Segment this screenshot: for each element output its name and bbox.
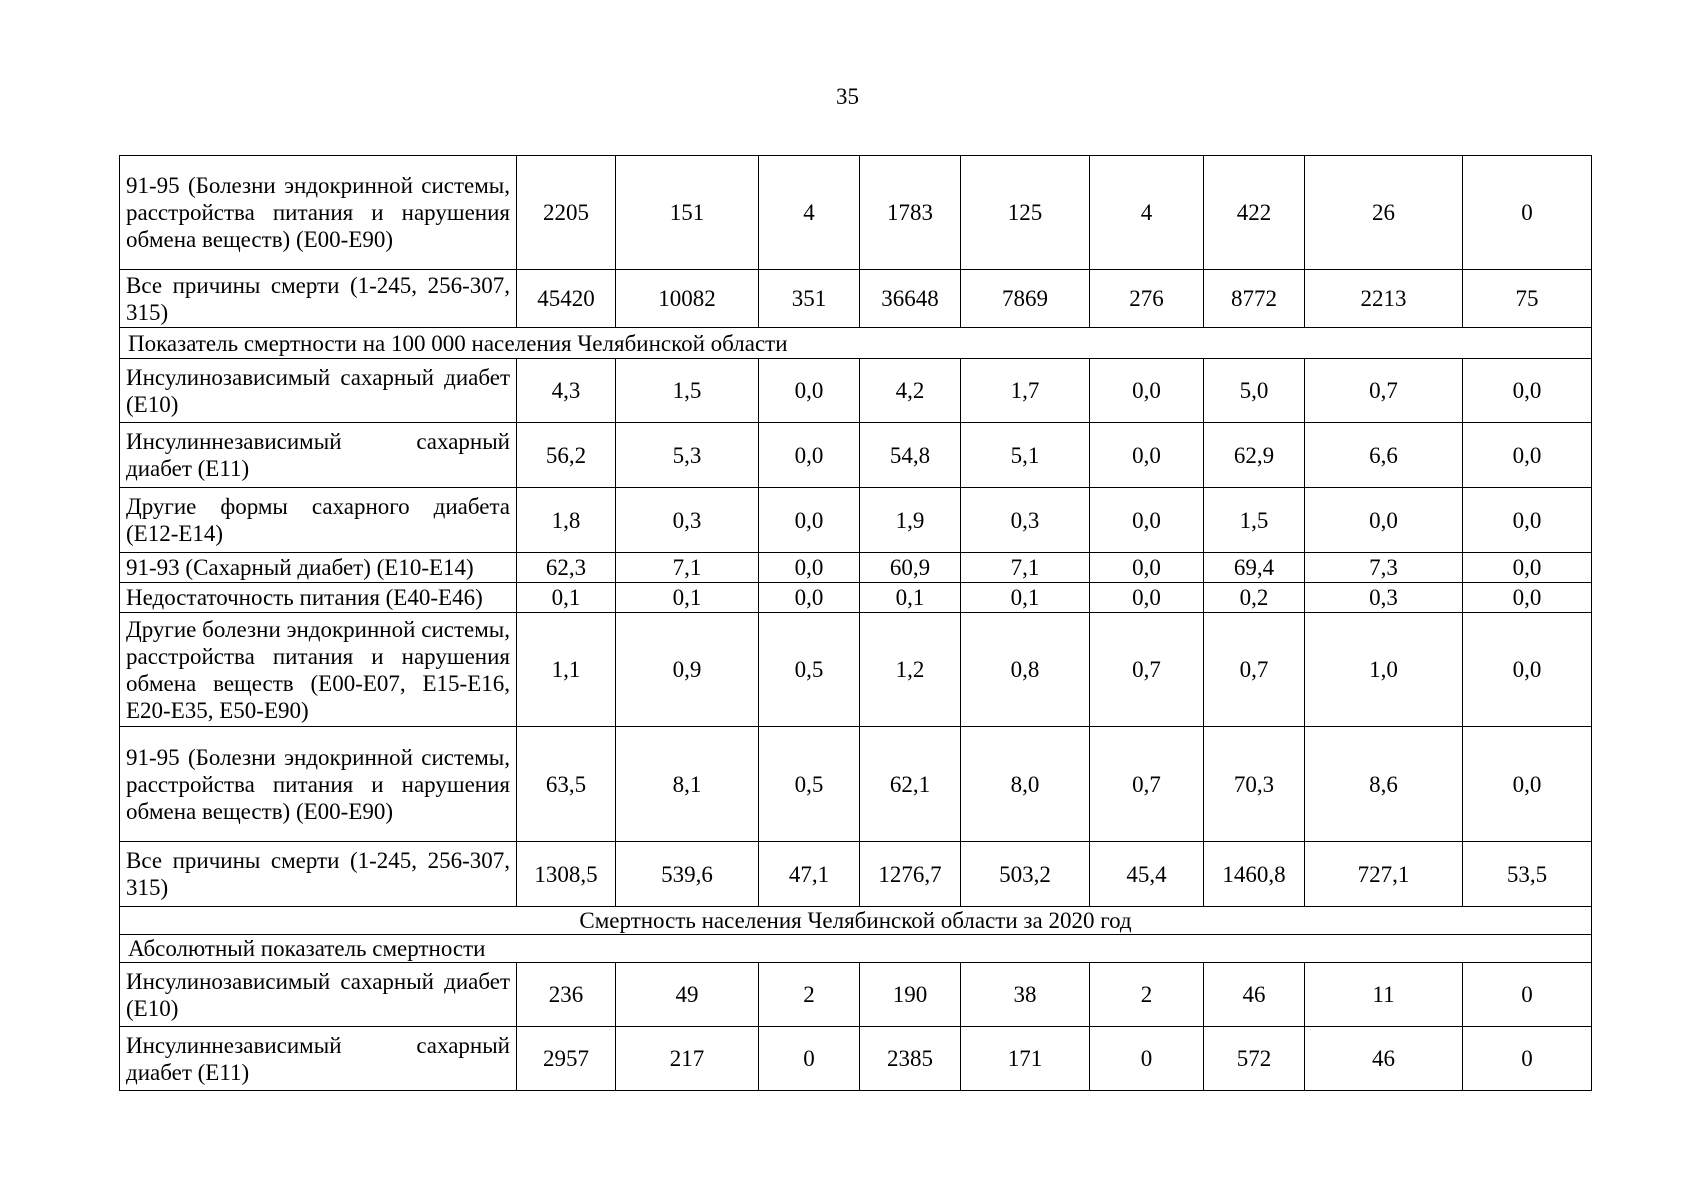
section-row <box>120 328 1592 359</box>
row-label: 91-95 (Болезни эндокринной системы, расстройства питания и нарушения обмена веществ) (Е00-Е90) <box>120 156 517 270</box>
table-cell: 0,0 <box>759 583 860 613</box>
table-cell: 1,2 <box>860 613 961 727</box>
table-cell: 0,7 <box>1090 613 1204 727</box>
table-cell: 351 <box>759 270 860 328</box>
table-cell: 0,0 <box>1463 553 1592 583</box>
table-cell: 151 <box>616 156 759 270</box>
table-body <box>120 156 1592 1091</box>
table-cell: 0,1 <box>517 583 616 613</box>
table-cell: 5,3 <box>616 423 759 488</box>
table-cell: 26 <box>1305 156 1463 270</box>
table-cell: 0,9 <box>616 613 759 727</box>
table-cell: 75 <box>1463 270 1592 328</box>
table-cell: 11 <box>1305 963 1463 1027</box>
table-cell: 54,8 <box>860 423 961 488</box>
table-cell: 0,0 <box>1090 359 1204 423</box>
table-cell: 0,0 <box>759 488 860 553</box>
row-label: Инсулиннезависимый сахарный диабет (Е11) <box>120 1027 517 1091</box>
table-cell: 276 <box>1090 270 1204 328</box>
table-cell: 1308,5 <box>517 842 616 907</box>
table-cell: 0,0 <box>1090 423 1204 488</box>
table-cell: 1,1 <box>517 613 616 727</box>
table-cell: 38 <box>961 963 1090 1027</box>
row-label: Все причины смерти (1-245, 256-307, 315) <box>120 270 517 328</box>
table-cell: 572 <box>1204 1027 1305 1091</box>
table-row <box>120 156 1592 270</box>
table-cell: 0 <box>1463 1027 1592 1091</box>
table-row <box>120 842 1592 907</box>
table-cell: 0,1 <box>860 583 961 613</box>
table-cell: 49 <box>616 963 759 1027</box>
table-row <box>120 423 1592 488</box>
table-cell: 47,1 <box>759 842 860 907</box>
table-cell: 70,3 <box>1204 727 1305 842</box>
row-label: 91-93 (Сахарный диабет) (Е10-Е14) <box>120 553 517 583</box>
table-cell: 7,3 <box>1305 553 1463 583</box>
table-cell: 236 <box>517 963 616 1027</box>
table-cell: 8,0 <box>961 727 1090 842</box>
table-cell: 0,0 <box>1463 359 1592 423</box>
table-cell: 53,5 <box>1463 842 1592 907</box>
table-cell: 2213 <box>1305 270 1463 328</box>
table-cell: 10082 <box>616 270 759 328</box>
section-row <box>120 907 1592 935</box>
table-cell: 1,8 <box>517 488 616 553</box>
table-cell: 4,3 <box>517 359 616 423</box>
table-cell: 1,0 <box>1305 613 1463 727</box>
table-cell: 1276,7 <box>860 842 961 907</box>
section-heading: Абсолютный показатель смертности <box>120 935 1592 963</box>
table-cell: 5,1 <box>961 423 1090 488</box>
table-cell: 45420 <box>517 270 616 328</box>
row-label: Недостаточность питания (Е40-Е46) <box>120 583 517 613</box>
table-cell: 0,0 <box>1463 423 1592 488</box>
section-heading: Смертность населения Челябинской области за 2020 год <box>120 907 1592 935</box>
row-label: Все причины смерти (1-245, 256-307, 315) <box>120 842 517 907</box>
row-label: Инсулинозависимый сахарный диабет (Е10) <box>120 963 517 1027</box>
table-cell: 6,6 <box>1305 423 1463 488</box>
table-cell: 2205 <box>517 156 616 270</box>
table-cell: 0,1 <box>616 583 759 613</box>
table-cell: 0,3 <box>961 488 1090 553</box>
table-cell: 0,8 <box>961 613 1090 727</box>
row-label: Другие болезни эндокринной системы, расстройства питания и нарушения обмена веществ (Е00-Е07, Е15-Е16, Е20-Е35, Е50-Е90) <box>120 613 517 727</box>
table-cell: 0 <box>1463 963 1592 1027</box>
table-cell: 0,5 <box>759 727 860 842</box>
table-cell: 7,1 <box>961 553 1090 583</box>
table-row <box>120 727 1592 842</box>
table-cell: 0,5 <box>759 613 860 727</box>
table-cell: 422 <box>1204 156 1305 270</box>
table-row <box>120 359 1592 423</box>
table-cell: 0,0 <box>1463 727 1592 842</box>
table-cell: 0,0 <box>1463 488 1592 553</box>
section-row <box>120 935 1592 963</box>
table-cell: 125 <box>961 156 1090 270</box>
table-cell: 0,0 <box>1090 488 1204 553</box>
table-cell: 7,1 <box>616 553 759 583</box>
table-cell: 4,2 <box>860 359 961 423</box>
table-cell: 4 <box>1090 156 1204 270</box>
table-cell: 503,2 <box>961 842 1090 907</box>
table-cell: 62,3 <box>517 553 616 583</box>
table-cell: 45,4 <box>1090 842 1204 907</box>
row-label: Инсулинозависимый сахарный диабет (Е10) <box>120 359 517 423</box>
table-cell: 0,7 <box>1305 359 1463 423</box>
table-row <box>120 583 1592 613</box>
table-cell: 0,7 <box>1204 613 1305 727</box>
table-cell: 1,7 <box>961 359 1090 423</box>
table-cell: 0,0 <box>1305 488 1463 553</box>
table-cell: 60,9 <box>860 553 961 583</box>
mortality-table <box>119 155 1592 1091</box>
row-label: Инсулиннезависимый сахарный диабет (Е11) <box>120 423 517 488</box>
table-cell: 0 <box>1463 156 1592 270</box>
table-cell: 8772 <box>1204 270 1305 328</box>
table-cell: 36648 <box>860 270 961 328</box>
table-cell: 2957 <box>517 1027 616 1091</box>
table-cell: 0,0 <box>759 553 860 583</box>
table-cell: 1460,8 <box>1204 842 1305 907</box>
table-cell: 217 <box>616 1027 759 1091</box>
section-heading: Показатель смертности на 100 000 населения Челябинской области <box>120 328 1592 359</box>
table-cell: 539,6 <box>616 842 759 907</box>
table-cell: 0,3 <box>616 488 759 553</box>
row-label: Другие формы сахарного диабета (Е12-Е14) <box>120 488 517 553</box>
table-row <box>120 270 1592 328</box>
table-cell: 0 <box>1090 1027 1204 1091</box>
table-cell: 0,1 <box>961 583 1090 613</box>
table-cell: 1,5 <box>616 359 759 423</box>
table-row <box>120 553 1592 583</box>
table-cell: 2 <box>1090 963 1204 1027</box>
table-cell: 2 <box>759 963 860 1027</box>
table-cell: 171 <box>961 1027 1090 1091</box>
table-cell: 69,4 <box>1204 553 1305 583</box>
table-cell: 0,0 <box>1463 583 1592 613</box>
table-cell: 56,2 <box>517 423 616 488</box>
table-cell: 62,9 <box>1204 423 1305 488</box>
table-cell: 0,7 <box>1090 727 1204 842</box>
row-label: 91-95 (Болезни эндокринной системы, расстройства питания и нарушения обмена веществ) (Е00-Е90) <box>120 727 517 842</box>
table-row <box>120 963 1592 1027</box>
table-cell: 0,2 <box>1204 583 1305 613</box>
table-cell: 5,0 <box>1204 359 1305 423</box>
table-cell: 46 <box>1204 963 1305 1027</box>
page-number: 35 <box>836 84 859 109</box>
table-cell: 0,0 <box>1463 613 1592 727</box>
table-cell: 0 <box>759 1027 860 1091</box>
table-cell: 0,0 <box>759 359 860 423</box>
table-cell: 1783 <box>860 156 961 270</box>
table-cell: 727,1 <box>1305 842 1463 907</box>
table-cell: 46 <box>1305 1027 1463 1091</box>
table-row <box>120 488 1592 553</box>
table-cell: 0,0 <box>1090 553 1204 583</box>
table-cell: 7869 <box>961 270 1090 328</box>
table-cell: 63,5 <box>517 727 616 842</box>
table-cell: 190 <box>860 963 961 1027</box>
table-cell: 0,0 <box>1090 583 1204 613</box>
table-cell: 8,1 <box>616 727 759 842</box>
table-cell: 8,6 <box>1305 727 1463 842</box>
table-row <box>120 613 1592 727</box>
table-row <box>120 1027 1592 1091</box>
table-cell: 62,1 <box>860 727 961 842</box>
table-cell: 2385 <box>860 1027 961 1091</box>
table-cell: 1,9 <box>860 488 961 553</box>
table-cell: 0,3 <box>1305 583 1463 613</box>
table-cell: 1,5 <box>1204 488 1305 553</box>
table-cell: 0,0 <box>759 423 860 488</box>
table-cell: 4 <box>759 156 860 270</box>
